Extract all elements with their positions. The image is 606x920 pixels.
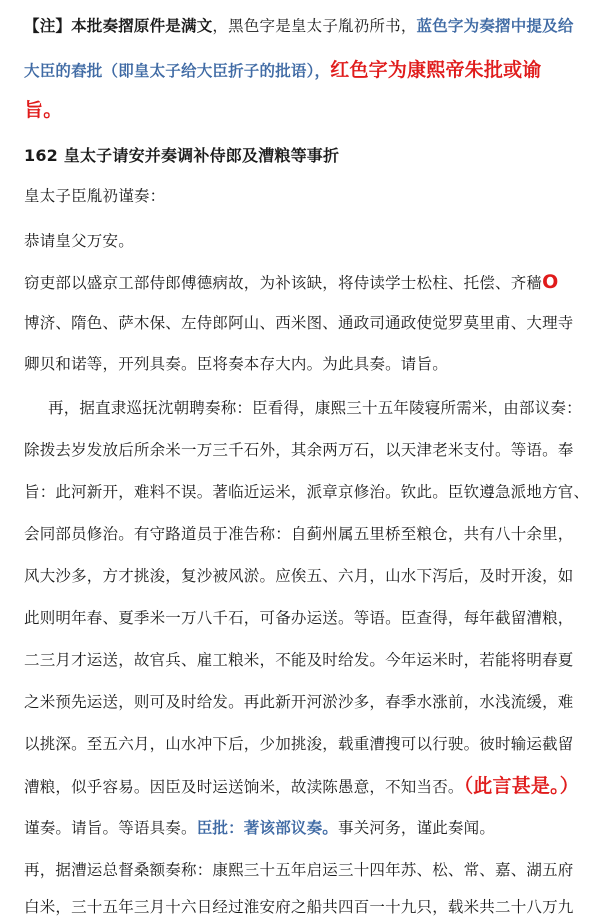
red-circle-mark: O — [542, 271, 559, 293]
para2-line-1: 再，据直隶巡抚沈朝聘奏称：臣看得，康熙三十五年陵寝所需米，由部议奏： — [48, 399, 582, 417]
para1-text-1: 窃吏部以盛京工部侍郎傅德病故，为补该缺，将侍读学士松柱、托偿、齐穑 — [24, 274, 543, 292]
note-line-2 — [24, 60, 541, 81]
para2-line-4: 会同部员修治。有守路道员于准告称：自蓟州属五里桥至粮仓，共有八十余里， — [24, 525, 574, 543]
crown-prince-rescript: 臣批：著该部议奏。 — [196, 819, 339, 837]
vermilion-rescript: （此言甚是。） — [463, 775, 580, 797]
para3-line-2: 白米，三十五年三月十六日经过淮安府之船共四百一十九只，载米共二十八万九 — [24, 898, 574, 916]
note-label: 【注】 — [24, 17, 72, 35]
note-black-text: ，黑色字是皇太子胤礽所书， — [212, 17, 417, 35]
para2-text-10: 漕粮，似乎容易。因臣及时运送饷米，故渎陈愚意，不知当否。 — [24, 778, 464, 796]
para1-line-3: 卿贝和诺等，开列具奏。臣将奏本存大内。为此具奏。请旨。 — [24, 355, 448, 373]
document-title: 162 皇太子请安并奏调补侍郎及漕粮等事折 — [24, 146, 340, 165]
para2-text-11: 谨奏。请旨。等语具奏。 — [24, 819, 197, 837]
note-line-3 — [24, 100, 62, 121]
note-line-1 — [24, 16, 574, 36]
para2-line-5: 风大沙多，方才挑浚，复沙被风淤。应俟五、六月，山水下泻后，及时开浚，如 — [24, 567, 574, 585]
note-blue-text-1: 蓝色字为奏摺中提及给 — [416, 17, 574, 35]
para1-line-1 — [24, 272, 558, 293]
greeting-line: 恭请皇父万安。 — [24, 232, 134, 250]
para2-line-3: 旨：此河新开，难料不误。著临近运米，派章京修治。钦此。臣钦遵急派地方官、 — [24, 483, 590, 501]
para1-line-2: 博济、隋色、萨木保、左侍郎阿山、西米图、通政司通政使觉罗莫里甫、大理寺 — [24, 314, 574, 332]
note-red-text-1: 红色字为康熙帝朱批或谕 — [330, 59, 542, 81]
para2-text-11-tail: 事关河务，谨此奏闻。 — [338, 819, 496, 837]
para2-line-10 — [24, 776, 579, 797]
note-red-text-2: 旨。 — [24, 99, 63, 121]
para2-line-2: 除拨去岁发放后所余米一万三千石外，其余两万石，以天津老米支付。等语。奉 — [24, 441, 574, 459]
para3-line-1: 再，据漕运总督桑额奏称：康熙三十五年启运三十四年苏、松、常、嘉、湖五府 — [24, 861, 574, 879]
para2-line-11 — [24, 818, 495, 838]
opening-line: 皇太子臣胤礽谨奏： — [24, 187, 166, 205]
note-blue-text-2: 大臣的舂批（即皇太子给大臣折子的批语）， — [24, 62, 331, 80]
para2-line-8: 之米预先运送，则可及时给发。再此新开河淤沙多，春季水涨前，水浅流缓，难 — [24, 693, 574, 711]
note-bold-text: 本批奏摺原件是满文 — [71, 17, 213, 35]
para2-line-7: 二三月才运送，故官兵、雇工粮米，不能及时给发。今年运米时，若能将明春夏 — [24, 651, 574, 669]
para2-line-6: 此则明年春、夏季米一万八千石，可备办运送。等语。臣查得，每年截留漕粮， — [24, 609, 574, 627]
para2-line-9: 以挑深。至五六月，山水冲下后，少加挑浚，载重漕搜可以行驶。彼时输运截留 — [24, 735, 574, 753]
